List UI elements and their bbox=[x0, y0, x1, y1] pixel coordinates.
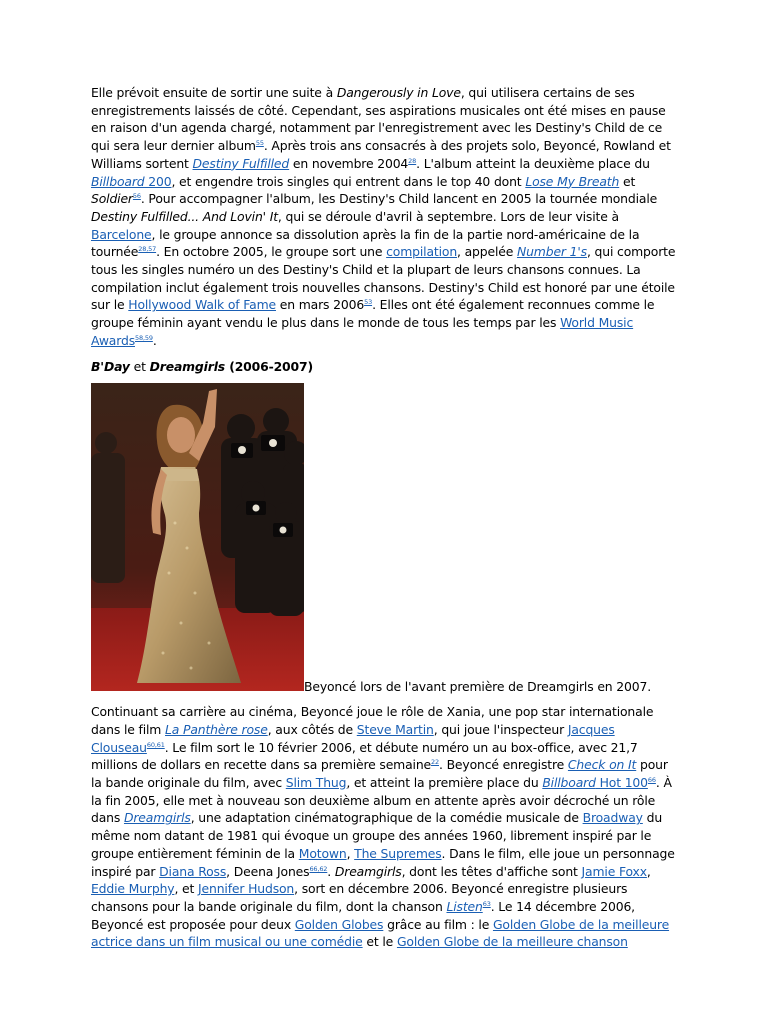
text-run: , une adaptation cinématographique de la comédie musicale de bbox=[190, 810, 583, 826]
link-diana-ross[interactable]: Diana Ross bbox=[159, 863, 227, 879]
ref-60-61[interactable] bbox=[147, 741, 165, 749]
ref-55[interactable] bbox=[256, 139, 264, 147]
link-golden-globe-actrice[interactable]: Golden Globe de la meilleure actrice dans un film musical ou une comédie bbox=[91, 916, 670, 950]
text-run: , qui comporte tous les singles numéro un des Destiny's Child et la plupart de leurs chansons connues. La compilation inclut également trois nouvelles chansons. Destiny's Child est honoré par une étoile sur le bbox=[91, 244, 676, 313]
ref-56[interactable] bbox=[133, 192, 141, 200]
link-lose-my-breath[interactable]: Lose My Breath bbox=[525, 173, 620, 189]
ref-53[interactable] bbox=[364, 298, 372, 306]
ref-link[interactable]: 28 bbox=[408, 156, 417, 165]
text-run: , appelée bbox=[457, 244, 517, 260]
text-run: , Deena Jones bbox=[226, 863, 310, 879]
link-jamie-foxx[interactable]: Jamie Foxx bbox=[581, 863, 647, 879]
text-run: . En octobre 2005, le groupe sort une bbox=[156, 244, 387, 260]
paragraph-cinema-dreamgirls bbox=[91, 703, 679, 951]
text-run: , et engendre trois singles qui entrent dans le top 40 dont bbox=[171, 173, 526, 189]
link-jacques-clouseau[interactable]: Jacques Clouseau bbox=[91, 721, 615, 755]
text-run: , et atteint la première place du bbox=[346, 775, 543, 791]
text-run: . L'album atteint la deuxième place du bbox=[416, 155, 650, 171]
link-number-1s[interactable]: Number 1's bbox=[516, 244, 587, 260]
text-run: . À la fin 2005, elle met à nouveau son deuxième album en attente après avoir décroché un rôle dans bbox=[91, 775, 672, 826]
photo-beyonce-red-carpet bbox=[91, 383, 304, 691]
ref-link[interactable]: 53 bbox=[364, 298, 373, 307]
ref-link[interactable]: 22 bbox=[431, 758, 439, 767]
paragraph-destinys-child bbox=[91, 84, 679, 350]
text-run: . Après trois ans consacrés à des projets solo, Beyoncé, Rowland et Williams sortent bbox=[91, 138, 671, 171]
text-run: . Le 14 décembre 2006, Beyoncé est proposée pour deux bbox=[91, 898, 635, 932]
text-run: et bbox=[619, 173, 636, 189]
link-golden-globes[interactable]: Golden Globes bbox=[294, 916, 384, 932]
link-barcelone[interactable]: Barcelone bbox=[91, 226, 152, 242]
text-run: . Pour accompagner l'album, les Destiny's Child lancent en 2005 la tournée mondiale bbox=[140, 191, 658, 207]
text-run: , le groupe annonce sa dissolution après la fin de la partie nord-américaine de la tournée bbox=[91, 226, 640, 260]
link-billboard-hot-100[interactable]: Billboard Hot 100 bbox=[542, 775, 648, 791]
document-page bbox=[91, 84, 679, 951]
link-steve-martin[interactable]: Steve Martin bbox=[356, 721, 434, 737]
text-run: . Dans le film, elle joue un personnage inspiré par bbox=[91, 845, 675, 879]
ref-22[interactable] bbox=[431, 758, 439, 766]
text-run-italic: Destiny Fulfilled... And Lovin' It bbox=[91, 208, 278, 224]
text-run: . bbox=[152, 332, 157, 348]
text-run: Elle prévoit ensuite de sortir une suite à bbox=[91, 85, 337, 100]
figure bbox=[91, 383, 679, 695]
link-jennifer-hudson[interactable]: Jennifer Hudson bbox=[198, 881, 295, 897]
link-dreamgirls[interactable]: Dreamgirls bbox=[123, 810, 191, 826]
link-slim-thug[interactable]: Slim Thug bbox=[285, 775, 347, 791]
link-motown[interactable]: Motown bbox=[298, 845, 347, 861]
ref-66[interactable] bbox=[648, 776, 656, 784]
text-run: . Beyoncé enregistre bbox=[439, 757, 568, 773]
text-run: en mars 2006 bbox=[275, 297, 365, 313]
text-run: , qui utilisera certains de ses enregistrements laissés de côté. Cependant, ses aspirations musicales ont été mises en pause en raison d'un agenda chargé, notamment par l'enregistrement avec les Destiny's Child de ce qui sera leur dernier album bbox=[91, 85, 666, 154]
text-run: grâce au film : le bbox=[383, 916, 493, 932]
ref-link[interactable]: 66,62 bbox=[309, 864, 328, 873]
link-hollywood-walk-of-fame[interactable]: Hollywood Walk of Fame bbox=[128, 297, 276, 313]
text-run: , qui joue l'inspecteur bbox=[433, 721, 568, 737]
ref-link[interactable]: 63 bbox=[482, 899, 491, 908]
text-run-italic: Soldier bbox=[91, 191, 133, 207]
ref-63[interactable] bbox=[483, 900, 491, 908]
text-run: du même nom datant de 1981 qui évoque un groupe des années 1960, librement inspiré par le groupe entièrement féminin de la bbox=[91, 810, 663, 861]
ref-28[interactable] bbox=[408, 157, 416, 165]
ref-link[interactable]: 66 bbox=[647, 776, 656, 785]
text-run: , et bbox=[174, 881, 199, 897]
link-broadway[interactable]: Broadway bbox=[582, 810, 643, 826]
text-run: , bbox=[646, 863, 651, 879]
link-golden-globe-chanson[interactable]: Golden Globe de la meilleure chanson bbox=[396, 934, 628, 950]
link-eddie-murphy[interactable]: Eddie Murphy bbox=[91, 881, 175, 897]
text-run: . bbox=[327, 863, 335, 879]
text-run: . Le film sort le 10 février 2006, et débute numéro un au box-office, avec 21,7 millions de dollars en recette dans sa première semaine bbox=[91, 739, 638, 773]
text-run: , qui se déroule d'avril à septembre. Lors de leur visite à bbox=[277, 208, 619, 224]
link-compilation[interactable]: compilation bbox=[386, 244, 458, 260]
text-run: Continuant sa carrière au cinéma, Beyoncé joue le rôle de Xania, une pop star internationale dans le film bbox=[91, 704, 654, 737]
section-heading-bday-dreamgirls: B'Day et Dreamgirls (2006-2007) bbox=[91, 358, 313, 374]
ref-link[interactable]: 60,61 bbox=[146, 740, 165, 749]
ref-link[interactable]: 28,57 bbox=[138, 245, 157, 254]
link-the-supremes[interactable]: The Supremes bbox=[354, 845, 442, 861]
text-run: , bbox=[346, 845, 355, 861]
ref-link[interactable]: 55 bbox=[255, 139, 264, 148]
link-destiny-fulfilled[interactable]: Destiny Fulfilled bbox=[192, 155, 290, 171]
text-run: pour la bande originale du film, avec bbox=[91, 757, 668, 791]
ref-link[interactable]: 56 bbox=[132, 192, 141, 201]
text-run: , aux côtés de bbox=[267, 721, 357, 737]
ref-28-57[interactable] bbox=[138, 245, 156, 253]
link-listen[interactable]: Listen bbox=[446, 898, 483, 914]
text-run: . Elles ont été également reconnues comme le groupe féminin ayant vendu le plus dans le monde de tous les temps par les bbox=[91, 297, 655, 331]
ref-66-62[interactable] bbox=[309, 865, 327, 873]
link-world-music-awards[interactable]: World Music Awards bbox=[91, 315, 634, 348]
link-la-panthere-rose[interactable]: La Panthère rose bbox=[165, 721, 268, 737]
text-run: , sort en décembre 2006. Beyoncé enregistre plusieurs chansons pour la bande originale du film, dont la chanson bbox=[91, 881, 628, 914]
text-run-italic: Dreamgirls bbox=[334, 863, 402, 879]
text-run: et le bbox=[362, 934, 397, 950]
link-check-on-it[interactable]: Check on It bbox=[567, 757, 637, 773]
figure-caption: Beyoncé lors de l'avant première de Dreamgirls en 2007. bbox=[304, 679, 652, 695]
link-billboard-200[interactable]: Billboard 200 bbox=[91, 173, 172, 189]
text-run: , dont les têtes d'affiche sont bbox=[401, 863, 582, 879]
ref-58-59[interactable] bbox=[135, 334, 153, 342]
text-run-italic: Dangerously in Love bbox=[336, 85, 461, 100]
photo-beyonce-red-carpet-icon bbox=[91, 383, 304, 691]
text-run: en novembre 2004 bbox=[289, 155, 409, 171]
ref-link[interactable]: 58,59 bbox=[135, 333, 153, 342]
